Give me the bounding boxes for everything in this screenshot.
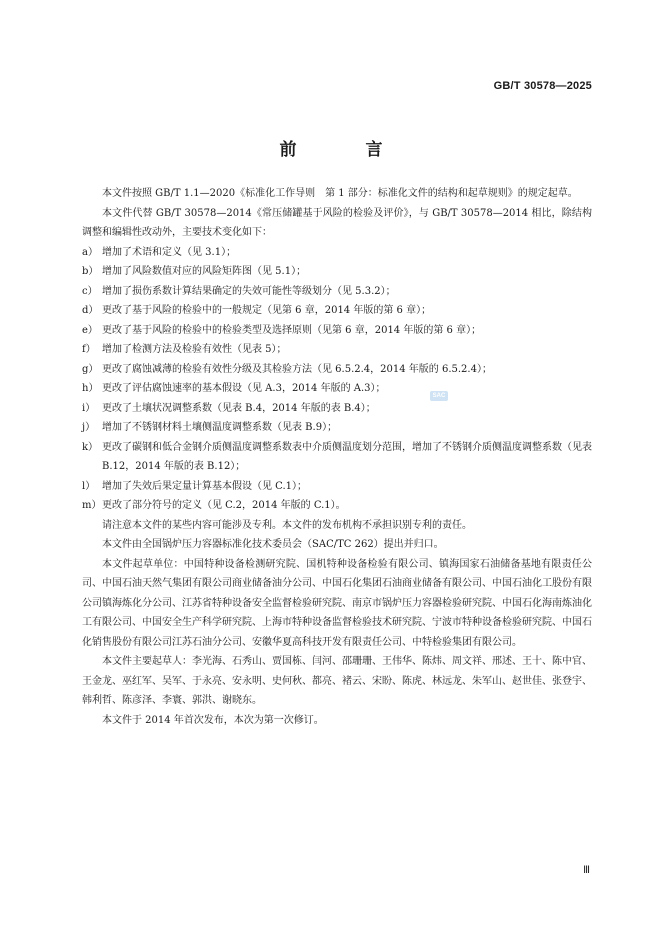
list-item <box>82 438 592 477</box>
list-item <box>82 379 592 399</box>
list-item-text: 增加了不锈钢材料土壤侧温度调整系数（见表 B.9）； <box>102 422 338 433</box>
list-item-text: 增加了失效后果定量计算基本假设（见 C.1）； <box>102 480 308 492</box>
list-marker: l） <box>82 480 96 492</box>
list-item-text: 增加了风险数值对应的风险矩阵图（见 5.1）； <box>102 266 307 277</box>
intro-paragraph-2: 本文件代替 GB/T 30578—2014《常压储罐基于风险的检验及评价》，与 GB/T 30578—2014 相比，除结构调整和编辑性改动外，主要技术变化如下： <box>82 207 592 238</box>
list-item-text: 增加了检测方法及检验有效性（见表 5）； <box>102 344 287 355</box>
list-item <box>82 477 592 497</box>
list-item-text: 更改了部分符号的定义（见 C.2，2014 年版的 C.1）。 <box>102 500 346 511</box>
list-marker: a） <box>82 246 98 258</box>
watermark-logo: SAC <box>430 391 448 401</box>
list-item <box>82 340 592 360</box>
page-title: 前 言 <box>279 140 409 160</box>
list-marker: j） <box>82 422 96 433</box>
list-item-text: 更改了基于风险的检验中的检验类型及选择原则（见第 6 章，2014 年版的第 6 章）； <box>102 324 482 336</box>
list-item <box>82 360 592 380</box>
history-paragraph: 本文件于 2014 年首次发布，本次为第一次修订。 <box>102 714 324 726</box>
list-item <box>82 301 592 321</box>
list-item <box>82 262 592 282</box>
list-item-text: 更改了评估腐蚀速率的基本假设（见 A.3，2014 年版的 A.3）； <box>102 383 386 394</box>
list-marker: g） <box>82 363 99 375</box>
list-item <box>82 418 592 438</box>
document-code: GB/T 30578—2025 <box>493 80 592 92</box>
list-marker: e） <box>82 324 98 336</box>
drafters-paragraph: 本文件主要起草人：李光海、石秀山、贾国栋、闫河、邵珊珊、王伟华、陈炜、周文祥、邢述、王十、陈中官、王金龙、巫红军、吴军、于永亮、安永明、史何秋、都亮、褚云、宋盼、陈虎、林远龙、朱军山、赵世佳、张登宇、韩利哲、陈彦泽、李寰、郭洪、谢晓东。 <box>82 656 592 706</box>
page-number: Ⅲ <box>583 865 590 876</box>
list-marker: f） <box>82 344 96 355</box>
list-marker: k） <box>82 441 99 453</box>
list-marker: h） <box>82 383 99 394</box>
list-marker: b） <box>82 266 99 277</box>
list-item-text: 更改了腐蚀减薄的检验有效性分级及其检验方法（见 6.5.2.4，2014 年版的 6.5.2.4）； <box>102 363 492 375</box>
list-item <box>82 399 592 419</box>
list-item-text: 更改了土壤状况调整系数（见表 B.4，2014 年版的表 B.4）； <box>102 402 376 414</box>
list-item-text: 增加了损伤系数计算结果确定的失效可能性等级划分（见 5.3.2）； <box>102 285 396 297</box>
drafting-units-paragraph: 本文件起草单位：中国特种设备检测研究院、国机特种设备检验有限公司、镇海国家石油储备基地有限责任公司、中国石油天然气集团有限公司商业储备油分公司、中国石化集团石油商业储备有限公司、中国石油化工股份有限公司镇海炼化分公司、江苏省特种设备安全监督检验研究院、南京市锅炉压力容器检验研究院、中国石化海南炼油化工有限公司、中国安全生产科学研究院、上海市特种设备监督检验技术研究院、宁波市特种设备检验研究院、中国石化销售股份有限公司江苏石油分公司、安徽华夏高科技开发有限责任公司、中特检验集团有限公司。 <box>82 558 592 648</box>
intro-paragraph-1: 本文件按照 GB/T 1.1—2020《标准化工作导则 第 1 部分：标准化文件的结构和起草规则》的规定起草。 <box>102 188 578 199</box>
list-marker: d） <box>82 305 99 316</box>
list-item <box>82 496 592 516</box>
list-marker: c） <box>82 285 98 297</box>
proposer-paragraph: 本文件由全国锅炉压力容器标准化技术委员会（SAC/TC 262）提出并归口。 <box>102 539 444 550</box>
list-item-text: 更改了碳钢和低合金钢介质侧温度调整系数表中介质侧温度划分范围，增加了不锈钢介质侧温度调整系数（见表 B.12，2014 年版的表 B.12）； <box>102 441 592 472</box>
document-body <box>82 184 592 730</box>
list-marker: i） <box>82 402 96 414</box>
list-item-text: 增加了术语和定义（见 3.1）； <box>102 246 237 258</box>
list-item <box>82 321 592 341</box>
patent-notice: 请注意本文件的某些内容可能涉及专利。本文件的发布机构不承担识别专利的责任。 <box>102 519 472 531</box>
changes-list <box>82 243 592 516</box>
list-item <box>82 282 592 302</box>
list-item <box>82 243 592 263</box>
list-marker: m） <box>82 500 102 511</box>
list-item-text: 更改了基于风险的检验中的一般规定（见第 6 章，2014 年版的第 6 章）； <box>102 305 432 316</box>
